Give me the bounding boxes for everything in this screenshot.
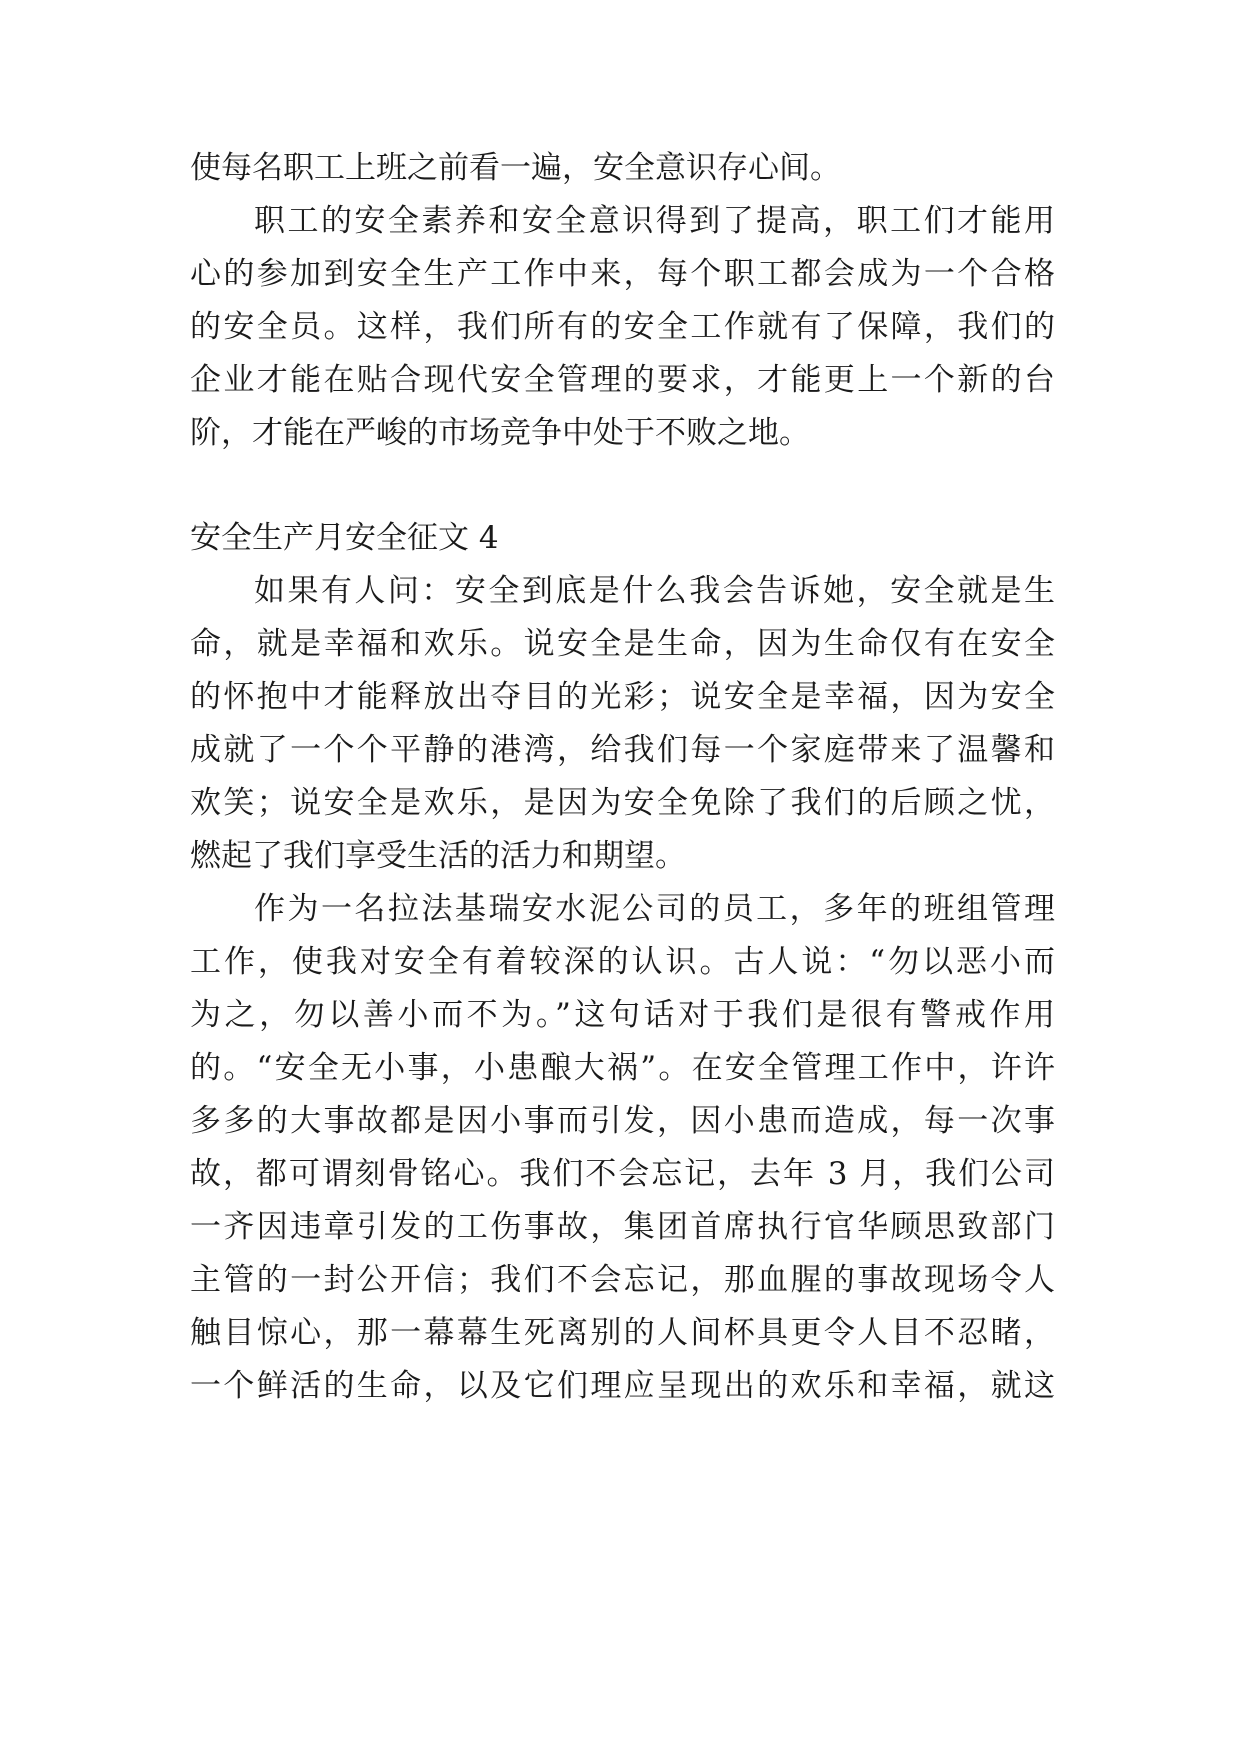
paragraph-line: 使每名职工上班之前看一遍，安全意识存心间。 bbox=[190, 150, 841, 186]
paragraph-line: 的怀抱中才能释放出夺目的光彩；说安全是幸福，因为安全 bbox=[190, 679, 1055, 715]
paragraph-line: 的。“安全无小事，小患酿大祸”。在安全管理工作中，许许 bbox=[190, 1050, 1055, 1086]
paragraph-line: 一个鲜活的生命，以及它们理应呈现出的欢乐和幸福，就这 bbox=[190, 1368, 1055, 1404]
paragraph-line: 为之，勿以善小而不为。”这句话对于我们是很有警戒作用 bbox=[190, 997, 1055, 1033]
paragraph-line: 阶，才能在严峻的市场竞争中处于不败之地。 bbox=[190, 415, 810, 451]
paragraph-line: 一齐因违章引发的工伤事故，集团首席执行官华顾思致部门 bbox=[190, 1209, 1055, 1245]
paragraph-line: 主管的一封公开信；我们不会忘记，那血腥的事故现场令人 bbox=[190, 1262, 1055, 1298]
paragraph-line: 的安全员。这样，我们所有的安全工作就有了保障，我们的 bbox=[190, 309, 1055, 345]
paragraph-line: 成就了一个个平静的港湾，给我们每一个家庭带来了温馨和 bbox=[190, 732, 1055, 768]
paragraph-line: 工作，使我对安全有着较深的认识。古人说：“勿以恶小而 bbox=[190, 944, 1055, 980]
paragraph-line: 作为一名拉法基瑞安水泥公司的员工，多年的班组管理 bbox=[254, 891, 1055, 927]
paragraph-line: 多多的大事故都是因小事而引发，因小患而造成，每一次事 bbox=[190, 1103, 1055, 1139]
section-heading: 安全生产月安全征文 4 bbox=[190, 520, 499, 556]
paragraph-line: 如果有人问：安全到底是什么我会告诉她，安全就是生 bbox=[254, 573, 1055, 609]
paragraph-line: 心的参加到安全生产工作中来，每个职工都会成为一个合格 bbox=[190, 256, 1055, 292]
paragraph-line: 职工的安全素养和安全意识得到了提高，职工们才能用 bbox=[254, 203, 1055, 239]
paragraph-line: 触目惊心，那一幕幕生死离别的人间杯具更令人目不忍睹， bbox=[190, 1315, 1055, 1351]
paragraph-line: 命，就是幸福和欢乐。说安全是生命，因为生命仅有在安全 bbox=[190, 626, 1055, 662]
paragraph-line: 故，都可谓刻骨铭心。我们不会忘记，去年 3 月，我们公司 bbox=[190, 1156, 1055, 1192]
paragraph-line: 燃起了我们享受生活的活力和期望。 bbox=[190, 838, 686, 874]
paragraph-line: 欢笑；说安全是欢乐，是因为安全免除了我们的后顾之忧， bbox=[190, 785, 1055, 821]
paragraph-line: 企业才能在贴合现代安全管理的要求，才能更上一个新的台 bbox=[190, 362, 1055, 398]
